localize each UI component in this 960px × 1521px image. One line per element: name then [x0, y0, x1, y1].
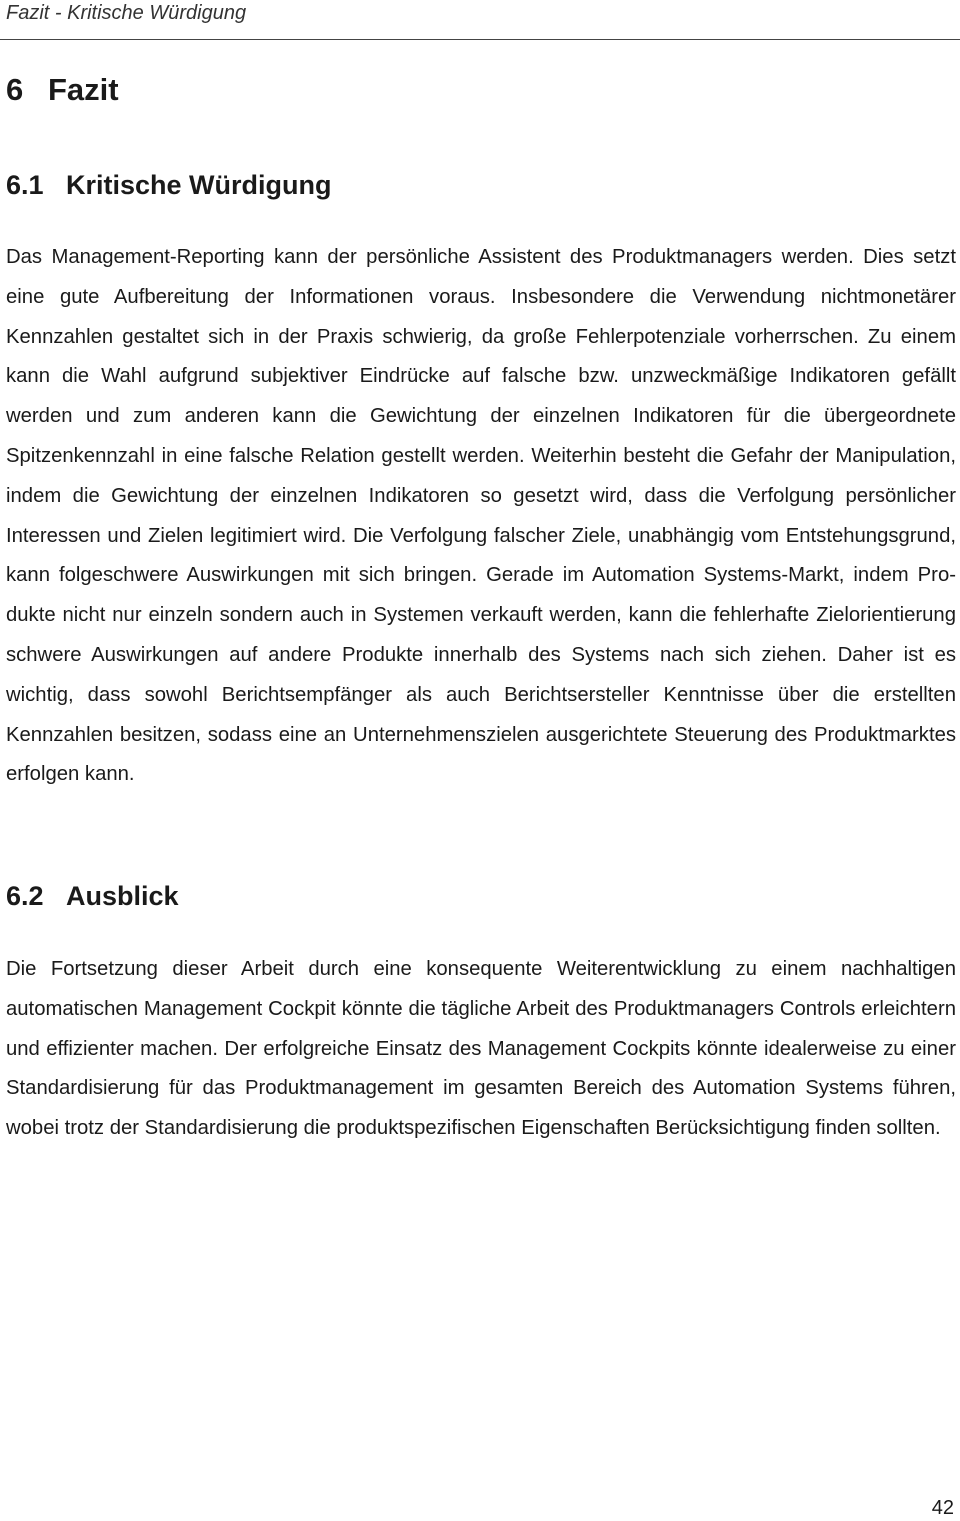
section-title: Kritische Würdigung [66, 170, 332, 200]
running-header: Fazit - Kritische Würdigung [6, 2, 247, 24]
section-heading-kritische-wuerdigung [6, 168, 332, 202]
section-number: 6.1 [6, 170, 44, 200]
section-number: 6.2 [6, 881, 44, 911]
paragraph-kritische-wuerdigung: Das Management-Reporting kann der persönliche Assistent des Produktmanagers werden. Dies setzt eine gute Aufbereitung der Informationen voraus. Insbesondere die Verwendung nichtmonetärer Kennzahlen gestaltet sich in der Praxis schwierig, da große Fehlerpotenziale vorherrschen. Zu einem kann die Wahl aufgrund subjektiver Eindrücke auf falsche bzw. unzweckmäßige Indikatoren gefällt werden und zum anderen kann die Gewichtung der einzelnen Indikatoren für die übergeordnete Spitzenkennzahl in eine falsche Relation gestellt werden. Weiterhin besteht die Gefahr der Manipulation, indem die Gewichtung der einzelnen Indikatoren so gesetzt wird, dass die Verfolgung persönlicher Interessen und Zielen legitimiert wird. Die Verfolgung falscher Ziele, unabhängig vom Entstehungsgrund, kann folgeschwere Auswirkungen mit sich bringen. Gerade im Automation Systems-Markt, indem Produkte nicht nur einzeln sondern auch in Systemen verkauft werden, kann die fehlerhafte Zielorientierung schwere Auswirkungen auf andere Produkte innerhalb des Systems nach sich ziehen. Daher ist es wichtig, dass sowohl Berichtsempfänger als auch Berichtsersteller Kenntnisse über die erstellten Kennzahlen besitzen, sodass eine an Unternehmenszielen ausgerichtete Steuerung des Produktmarktes erfolgen kann. [6, 246, 956, 786]
page-number: 42 [931, 1497, 954, 1519]
section-title: Ausblick [66, 881, 179, 911]
chapter-title: Fazit [48, 72, 119, 107]
section-heading-ausblick [6, 879, 179, 913]
chapter-number: 6 [6, 72, 24, 107]
chapter-heading [6, 70, 119, 110]
header-divider [0, 39, 960, 40]
paragraph-ausblick: Die Fortsetzung dieser Arbeit durch eine konsequente Weiterentwicklung zu einem nachhaltigen automatischen Management Cockpit könnte die tägliche Arbeit des Produktmanagers Controls erleichtern und effizienter machen. Der erfolgreiche Einsatz des Management Cockpits könnte idealerweise zu einer Standardisierung für das Produktmanagement im gesamten Bereich des Automation Systems führen, wobei trotz der Standardisierung die produktspezifischen Eigenschaften Berücksichtigung finden sollten. [6, 958, 956, 1140]
